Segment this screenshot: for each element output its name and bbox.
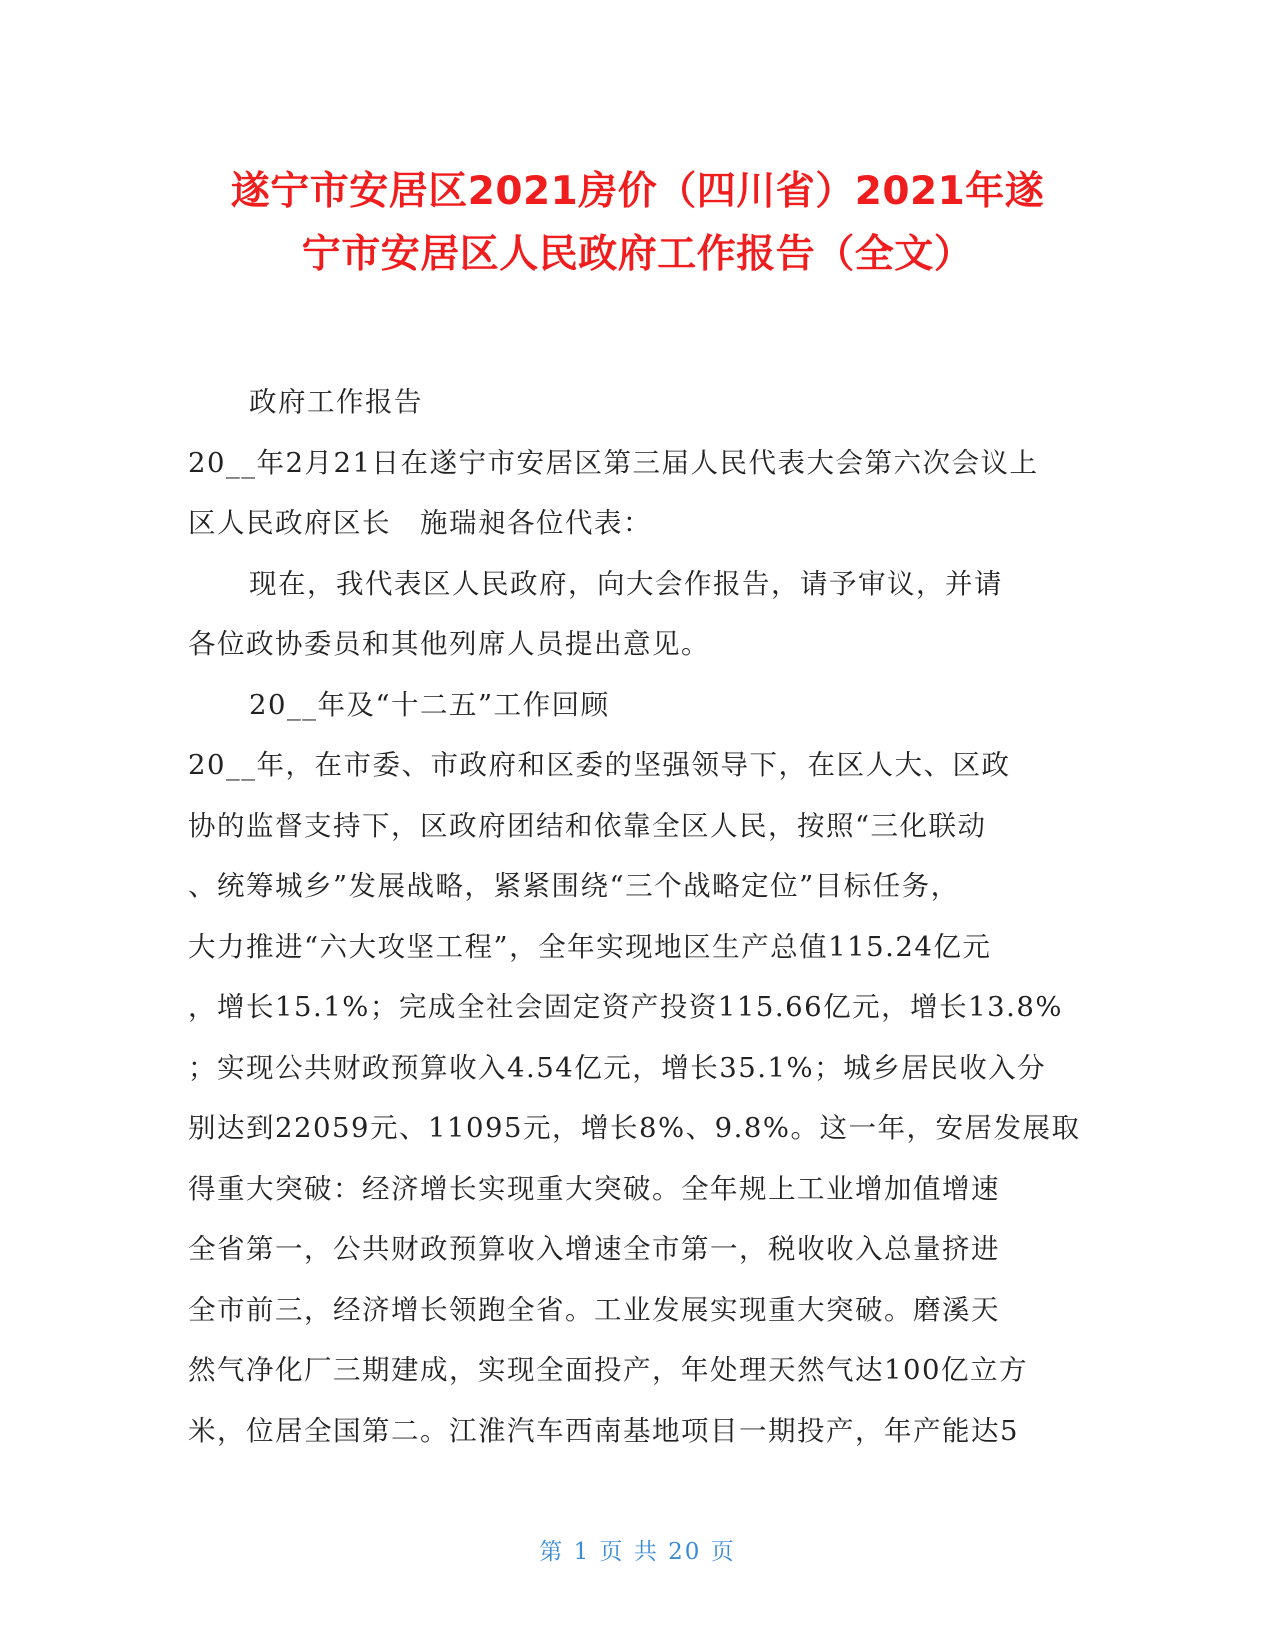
body-line: 各位政协委员和其他列席人员提出意见。 [188,628,710,660]
body-line: 、统筹城乡”发展战略，紧紧围绕“三个战略定位”目标任务， [188,870,960,902]
body-line: 现在，我代表区人民政府，向大会作报告，请予审议，并请 [249,567,1003,600]
report-heading: 政府工作报告 [249,386,423,418]
section-heading: 20__年及“十二五”工作回顾 [249,688,610,721]
body-line: 然气净化厂三期建成，实现全面投产，年处理天然气达100亿立方 [188,1354,1028,1386]
page-number-footer: 第 1 页 共 20 页 [539,1539,736,1565]
title-line-2: 宁市安居区人民政府工作报告（全文） [301,232,974,277]
body-line: 全市前三，经济增长领跑全省。工业发展实现重大突破。磨溪天 [188,1293,1000,1326]
body-line: 协的监督支持下，区政府团结和依靠全区人民，按照“三化联动 [188,809,987,842]
body-line: 全省第一，公共财政预算收入增速全市第一，税收收入总量挤进 [188,1233,1000,1265]
document-title [150,160,1125,286]
body-line: 米，位居全国第二。江淮汽车西南基地项目一期投产，年产能达5 [188,1414,1019,1447]
body-line: ，增长15.1%；完成全社会固定资产投资115.66亿元，增长13.8% [188,991,1063,1023]
title-line-1: 遂宁市安居区2021房价（四川省）2021年遂 [230,169,1045,214]
body-line: 20__年，在市委、市政府和区委的坚强领导下，在区人大、区政 [188,749,1011,781]
document-body [188,372,1088,1461]
body-line: 20__年2月21日在遂宁市安居区第三届人民代表大会第六次会议上 [188,446,1039,479]
body-line: 别达到22059元、11095元，增长8%、9.8%。这一年，安居发展取 [188,1112,1081,1144]
body-line: 得重大突破：经济增长实现重大突破。全年规上工业增加值增速 [188,1172,1000,1205]
body-line: 大力推进“六大攻坚工程”，全年实现地区生产总值115.24亿元 [188,930,992,963]
body-line: ；实现公共财政预算收入4.54亿元，增长35.1%；城乡居民收入分 [188,1051,1047,1084]
body-line: 区人民政府区长 施瑞昶各位代表： [188,507,652,539]
